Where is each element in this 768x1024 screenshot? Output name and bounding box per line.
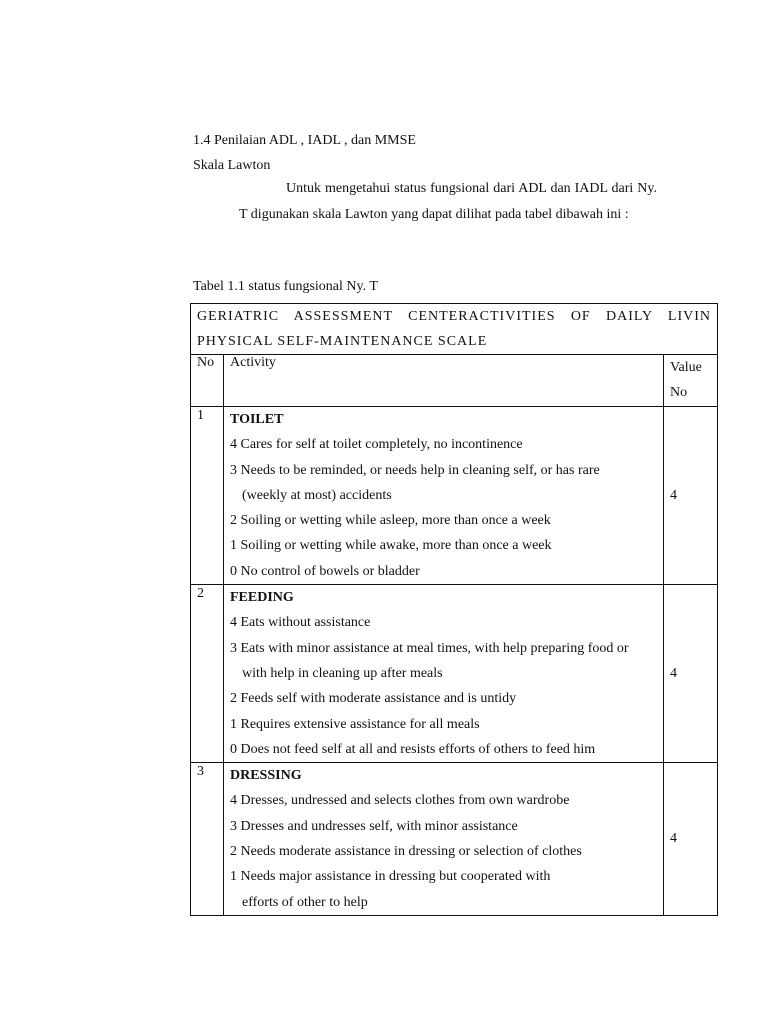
activity-option: 0 No control of bowels or bladder xyxy=(230,563,420,579)
row-activity xyxy=(224,763,664,916)
activity-option: 4 Dresses, undressed and selects clothes from own wardrobe xyxy=(230,793,570,809)
activity-option: with help in cleaning up after meals xyxy=(242,665,443,681)
activity-option: 3 Needs to be reminded, or needs help in cleaning self, or has rare xyxy=(230,462,600,478)
activity-option: (weekly at most) accidents xyxy=(242,487,392,503)
table-row xyxy=(191,585,718,763)
activity-option: 3 Eats with minor assistance at meal times, with help preparing food or xyxy=(230,640,629,656)
activity-option: 0 Does not feed self at all and resists efforts of others to feed him xyxy=(230,741,596,757)
section-subheading: Skala Lawton xyxy=(193,158,271,173)
row-number: 1 xyxy=(191,407,224,585)
activity-option: 1 Requires extensive assistance for all meals xyxy=(230,716,480,732)
activity-option: efforts of other to help xyxy=(242,894,368,910)
section-heading-block xyxy=(193,128,416,178)
table-caption: Tabel 1.1 status fungsional Ny. T xyxy=(193,279,378,294)
activity-category: TOILET xyxy=(230,412,284,427)
activity-option: 4 Cares for self at toilet completely, no incontinence xyxy=(230,437,523,453)
activity-option: 2 Feeds self with moderate assistance and is untidy xyxy=(230,691,517,707)
table-row xyxy=(191,763,718,916)
table-row xyxy=(191,407,718,585)
row-number: 3 xyxy=(191,763,224,916)
activity-option: 3 Dresses and undresses self, with minor assistance xyxy=(230,818,518,834)
row-activity xyxy=(224,407,664,585)
row-number: 2 xyxy=(191,585,224,763)
header-value xyxy=(664,355,718,407)
activity-option: 4 Eats without assistance xyxy=(230,615,371,631)
activity-category: DRESSING xyxy=(230,768,302,784)
row-value: 4 xyxy=(664,585,718,763)
header-no: No xyxy=(191,355,224,407)
activity-option: 2 Needs moderate assistance in dressing or selection of clothes xyxy=(230,844,582,860)
table-title-row xyxy=(191,304,718,355)
section-heading: 1.4 Penilaian ADL , IADL , dan MMSE xyxy=(193,133,416,148)
table-body xyxy=(191,407,718,916)
activity-option: 1 Needs major assistance in dressing but cooperated with xyxy=(230,869,551,885)
header-activity: Activity xyxy=(224,355,664,407)
adl-table xyxy=(190,303,718,916)
row-value: 4 xyxy=(664,407,718,585)
row-activity xyxy=(224,585,664,763)
table-header-row xyxy=(191,355,718,407)
header-value-line2: No xyxy=(670,385,688,400)
activity-option: 1 Soiling or wetting while awake, more than once a week xyxy=(230,538,552,554)
header-value-line1: Value xyxy=(670,360,702,375)
activity-option: 2 Soiling or wetting while asleep, more than once a week xyxy=(230,513,551,529)
intro-paragraph: Untuk mengetahui status fungsional dari ADL dan IADL dari Ny. T digunakan skala Lawton yang dapat dilihat pada tabel dibawah ini : xyxy=(239,181,657,222)
table-title: GERIATRIC ASSESSMENT CENTERACTIVITIES OF DAILY LIVIN PHYSICAL SELF-MAINTENANCE SCALE xyxy=(191,304,718,355)
activity-category: FEEDING xyxy=(230,590,294,606)
row-value: 4 xyxy=(664,763,718,916)
